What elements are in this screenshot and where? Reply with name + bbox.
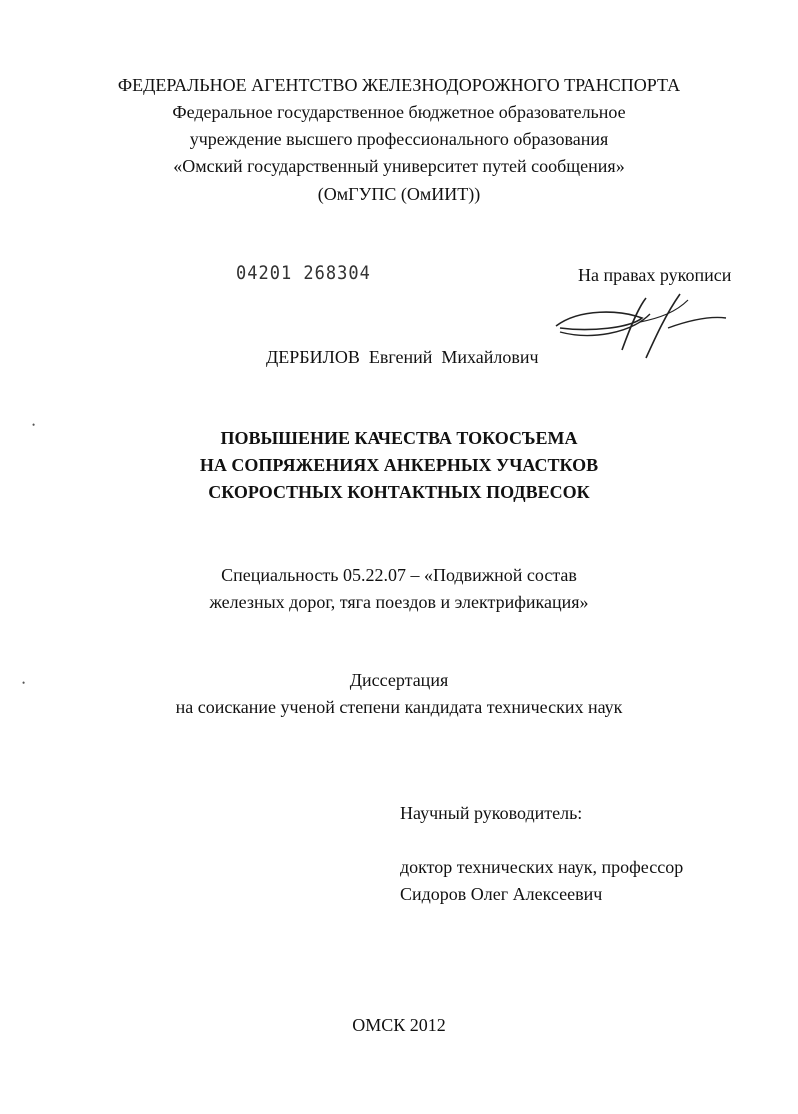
specialty-line-1: Специальность 05.22.07 – «Подвижной состав bbox=[221, 565, 577, 585]
university-abbreviation: (ОмГУПС (ОмИИТ)) bbox=[317, 184, 481, 204]
author-first-name: Евгений bbox=[368, 347, 433, 367]
institution-line-2: учреждение высшего профессионального образования bbox=[189, 129, 609, 149]
supervisor-label: Научный руководитель: bbox=[400, 803, 583, 823]
supervisor-name: Сидоров Олег Алексеевич bbox=[400, 884, 603, 904]
signature-icon bbox=[550, 288, 740, 368]
author-name bbox=[266, 346, 539, 368]
degree-type: Диссертация bbox=[349, 670, 449, 690]
manuscript-note: На правах рукописи bbox=[578, 265, 732, 285]
scan-speck: • bbox=[32, 420, 36, 430]
scan-speck: • bbox=[22, 678, 26, 688]
university-name: «Омский государственный университет путей сообщения» bbox=[173, 156, 625, 176]
degree-purpose: на соискание ученой степени кандидата технических наук bbox=[175, 697, 623, 717]
city-year: ОМСК 2012 bbox=[352, 1015, 446, 1035]
registration-stamp: 04201 268304 bbox=[236, 262, 371, 285]
agency-name: ФЕДЕРАЛЬНОЕ АГЕНТСТВО ЖЕЛЕЗНОДОРОЖНОГО ТРАНСПОРТА bbox=[117, 75, 681, 95]
supervisor-title: доктор технических наук, профессор bbox=[400, 857, 684, 877]
author-patronymic: Михайлович bbox=[441, 347, 539, 367]
title-line-1: ПОВЫШЕНИЕ КАЧЕСТВА ТОКОСЪЕМА bbox=[220, 428, 578, 448]
institution-line-1: Федеральное государственное бюджетное образовательное bbox=[172, 102, 626, 122]
title-line-2: НА СОПРЯЖЕНИЯХ АНКЕРНЫХ УЧАСТКОВ bbox=[199, 455, 599, 475]
title-line-3: СКОРОСТНЫХ КОНТАКТНЫХ ПОДВЕСОК bbox=[208, 482, 590, 502]
specialty-line-2: железных дорог, тяга поездов и электрификация» bbox=[209, 592, 589, 612]
author-surname: ДЕРБИЛОВ bbox=[266, 347, 360, 367]
